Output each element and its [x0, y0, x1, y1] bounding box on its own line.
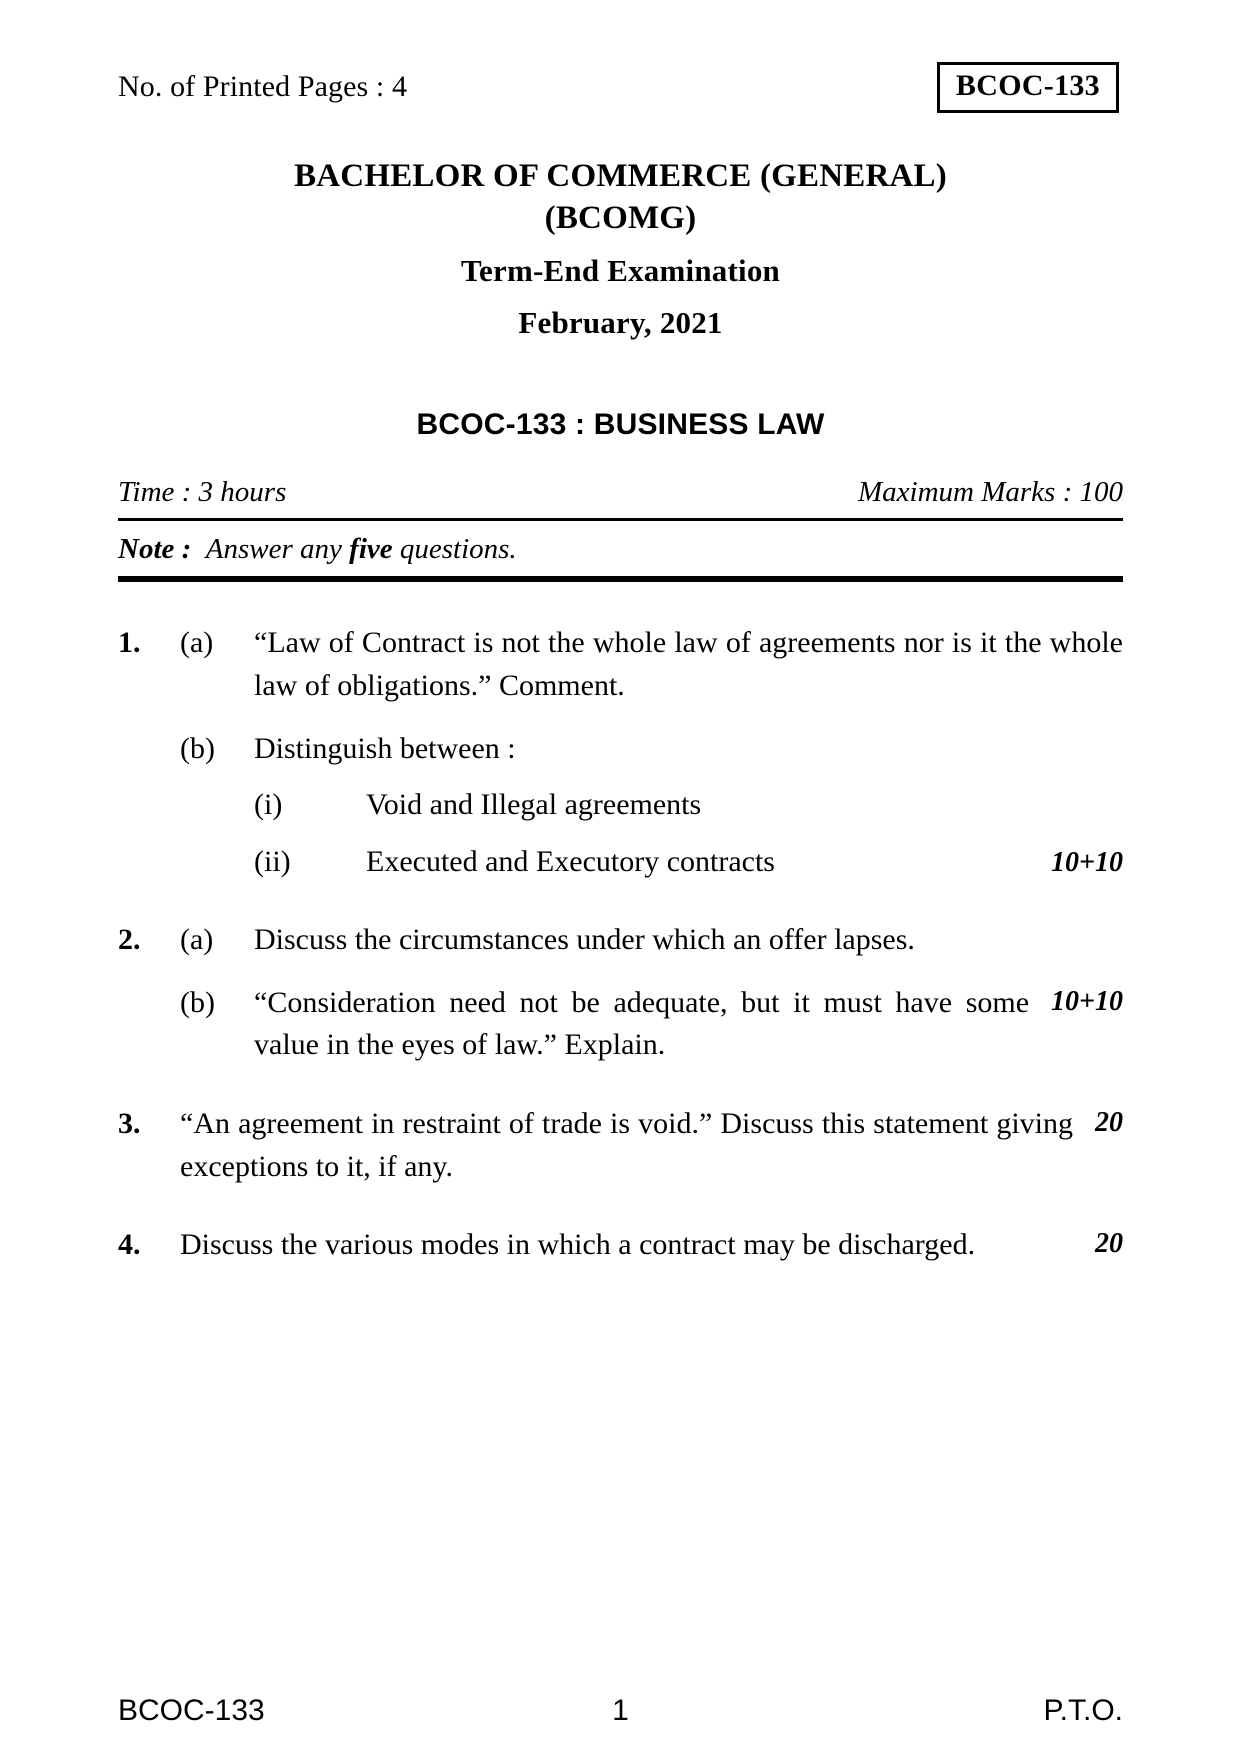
- question-part-marks: 10+10: [1051, 985, 1123, 1017]
- question-part: [118, 982, 1123, 1067]
- subitem-text-wrap: [366, 841, 1123, 884]
- note-text-before: Answer any: [205, 533, 342, 566]
- questions-list: [118, 622, 1123, 1267]
- footer-page-number: 1: [612, 1694, 629, 1727]
- question-part: [118, 728, 1123, 771]
- question-part-text: “Law of Contract is not the whole law of agreements nor is it the whole law of obligations.” Comment.: [254, 626, 1123, 702]
- page-footer: [118, 1694, 1123, 1728]
- title-block: [0, 155, 1241, 343]
- note-label: Note :: [118, 533, 192, 566]
- time-allowed: Time : 3 hours: [118, 476, 287, 509]
- subitem-marks: 10+10: [1051, 846, 1123, 878]
- course-code-box: BCOC-133: [937, 62, 1119, 113]
- question-marks: 20: [1095, 1228, 1123, 1260]
- subitem-label: (ii): [254, 844, 291, 878]
- page-header: [0, 0, 1241, 113]
- question-part: [118, 1224, 1123, 1267]
- note-emphasis: five: [349, 533, 393, 566]
- question-part-label: (a): [180, 923, 214, 957]
- question-number: 2.: [118, 923, 141, 957]
- question-part-label: (b): [180, 731, 215, 765]
- question-part-label: (a): [180, 626, 214, 660]
- question-part-text-wrap: [180, 1224, 1123, 1267]
- maximum-marks: Maximum Marks : 100: [858, 476, 1123, 509]
- programme-abbreviation: (BCOMG): [544, 199, 697, 236]
- question-subitem: [118, 784, 1123, 827]
- question-part: [118, 1103, 1123, 1188]
- subitem-text: Void and Illegal agreements: [366, 788, 702, 822]
- footer-pto-label: P.T.O.: [1043, 1694, 1123, 1727]
- subject-title: BCOC-133 : BUSINESS LAW: [416, 408, 825, 442]
- exam-meta-block: [118, 476, 1123, 582]
- examination-date: February, 2021: [518, 304, 723, 340]
- note-text-after: questions.: [399, 533, 517, 566]
- question-part-text-wrap: [254, 982, 1123, 1067]
- subitem-text: Executed and Executory contracts: [366, 844, 775, 878]
- question-item: [118, 1224, 1123, 1267]
- question-item: [118, 1103, 1123, 1188]
- note-row: [118, 521, 1123, 576]
- subitem-label: (i): [254, 788, 283, 822]
- question-number: 1.: [118, 626, 141, 660]
- question-number: 3.: [118, 1107, 141, 1141]
- question-marks: 20: [1095, 1107, 1123, 1139]
- time-marks-row: [118, 476, 1123, 518]
- programme-title: BACHELOR OF COMMERCE (GENERAL): [294, 157, 947, 194]
- examination-type: Term-End Examination: [461, 252, 780, 288]
- printed-pages-label: No. of Printed Pages : 4: [118, 70, 408, 104]
- question-part-text: Discuss the circumstances under which an offer lapses.: [254, 923, 915, 957]
- question-part-text: Distinguish between :: [254, 731, 516, 765]
- question-subitem: [118, 841, 1123, 884]
- question-text: Discuss the various modes in which a contract may be discharged.: [180, 1228, 976, 1262]
- question-part: [118, 919, 1123, 962]
- question-text: “An agreement in restraint of trade is void.” Discuss this statement giving exceptions to it, if any.: [180, 1107, 1073, 1183]
- question-item: [118, 622, 1123, 883]
- footer-course-code: BCOC-133: [118, 1694, 265, 1727]
- question-part-text: “Consideration need not be adequate, but it must have some value in the eyes of law.” Explain.: [254, 985, 1030, 1062]
- note-divider-double-rule: [118, 576, 1123, 582]
- question-part-label: (b): [180, 985, 215, 1019]
- question-number: 4.: [118, 1228, 141, 1262]
- question-part: [118, 622, 1123, 707]
- question-item: [118, 919, 1123, 1067]
- question-part-text-wrap: [180, 1103, 1123, 1188]
